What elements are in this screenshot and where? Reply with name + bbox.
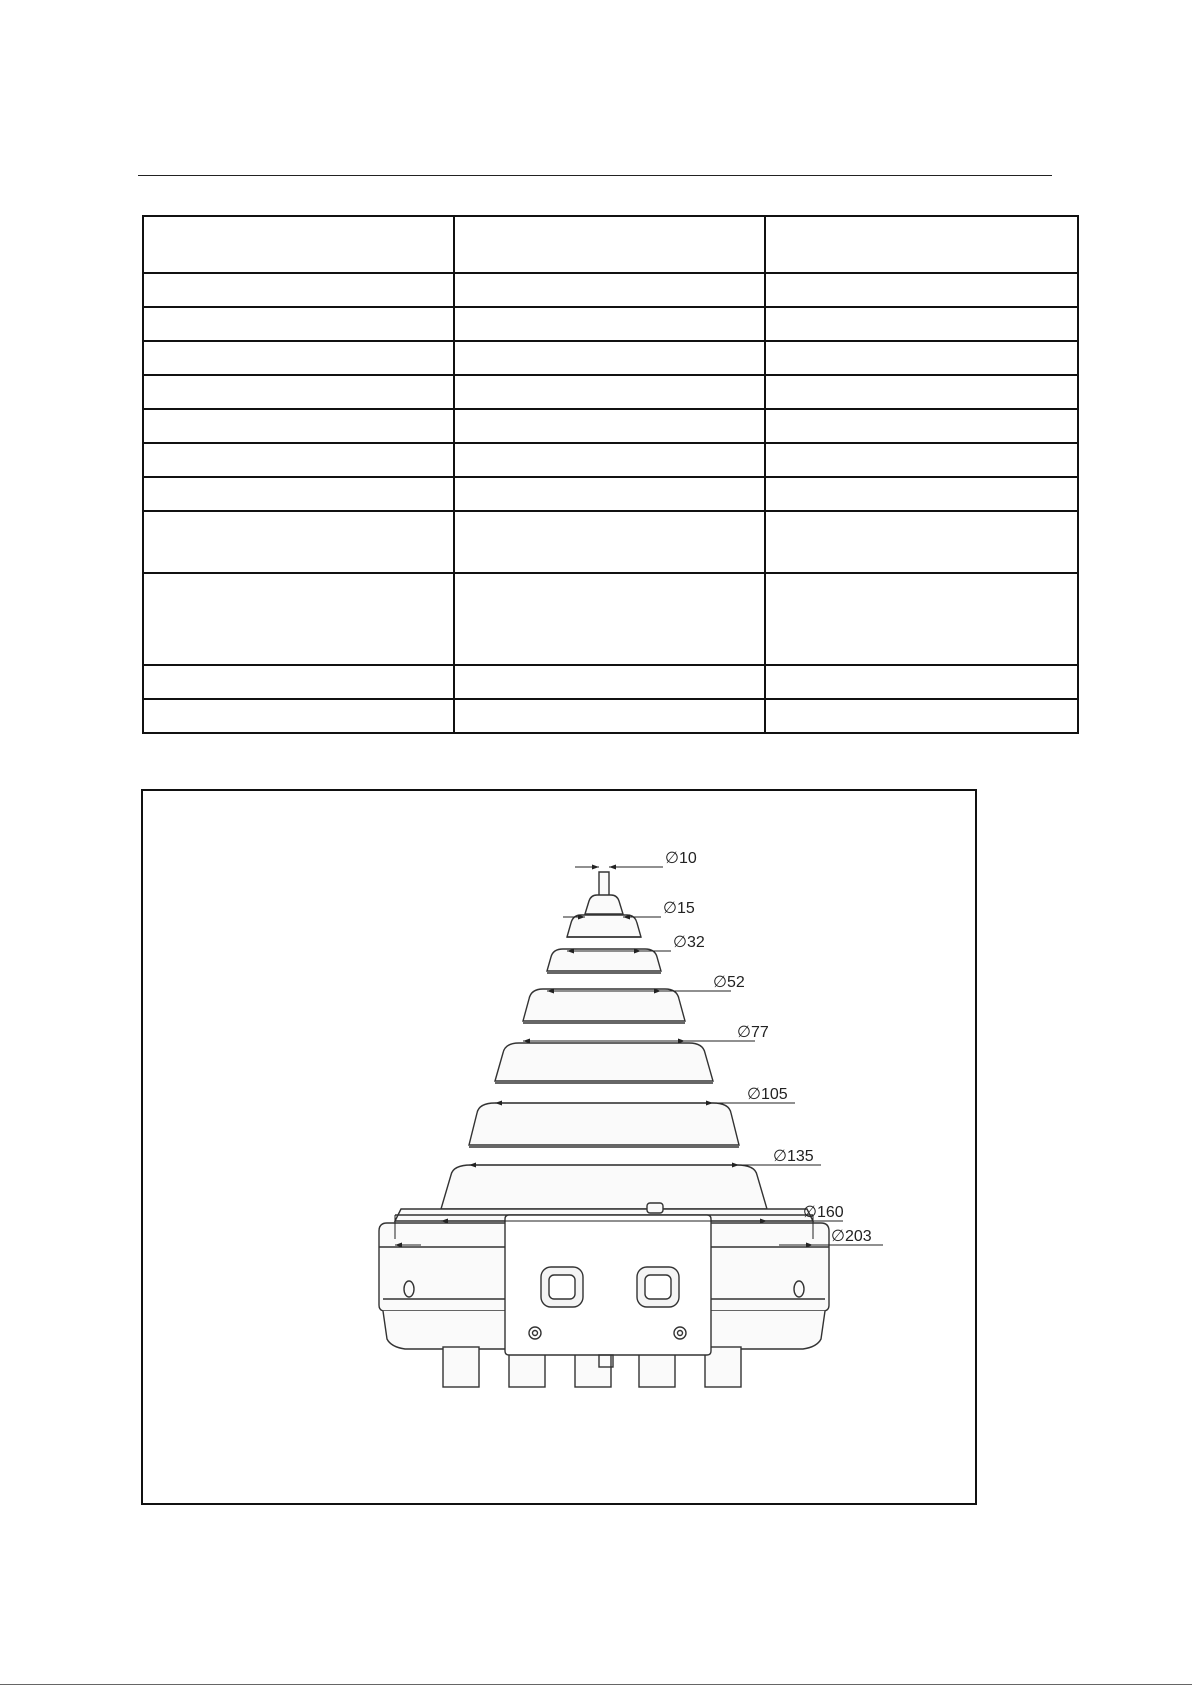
table-cell bbox=[765, 216, 1078, 273]
diameter-label-105: 105 bbox=[760, 1086, 788, 1103]
table-cell bbox=[765, 375, 1078, 409]
diameter-label-15: 15 bbox=[676, 900, 695, 917]
table-row bbox=[143, 511, 1078, 573]
table-cell bbox=[143, 477, 454, 511]
table-cell bbox=[143, 443, 454, 477]
table-row bbox=[143, 699, 1078, 733]
table-header-row bbox=[143, 216, 1078, 273]
table-cell bbox=[143, 511, 454, 573]
table-cell bbox=[454, 443, 765, 477]
diameter-symbol: ∅ bbox=[803, 1204, 817, 1221]
table-cell bbox=[454, 573, 765, 665]
svg-text:∅160 bbox=[803, 1204, 844, 1221]
svg-text:∅77 bbox=[737, 1024, 769, 1041]
technical-drawing bbox=[143, 791, 979, 1507]
table-row bbox=[143, 409, 1078, 443]
table-cell bbox=[143, 307, 454, 341]
diameter-symbol: ∅ bbox=[737, 1024, 751, 1041]
table-cell bbox=[765, 665, 1078, 699]
table-cell bbox=[454, 307, 765, 341]
diameter-label-10: 10 bbox=[678, 850, 697, 867]
table-cell bbox=[454, 375, 765, 409]
spec-table bbox=[142, 215, 1079, 734]
table-cell bbox=[765, 573, 1078, 665]
diameter-symbol: ∅ bbox=[747, 1086, 761, 1103]
technical-drawing-frame bbox=[141, 789, 977, 1505]
table-cell bbox=[454, 273, 765, 307]
table-row bbox=[143, 477, 1078, 511]
diameter-label-52: 52 bbox=[726, 974, 745, 991]
table-row bbox=[143, 573, 1078, 665]
table-row bbox=[143, 307, 1078, 341]
svg-text:∅135 bbox=[773, 1148, 814, 1165]
table-cell bbox=[143, 573, 454, 665]
table-cell bbox=[765, 511, 1078, 573]
table-row bbox=[143, 375, 1078, 409]
table-row bbox=[143, 273, 1078, 307]
table-cell bbox=[454, 699, 765, 733]
diameter-symbol: ∅ bbox=[773, 1148, 787, 1165]
table-row bbox=[143, 665, 1078, 699]
table-cell bbox=[143, 665, 454, 699]
table-cell bbox=[143, 409, 454, 443]
table-cell bbox=[454, 477, 765, 511]
diameter-symbol: ∅ bbox=[713, 974, 727, 991]
diameter-symbol: ∅ bbox=[831, 1228, 845, 1245]
diameter-symbol: ∅ bbox=[673, 934, 687, 951]
svg-text:∅203 bbox=[831, 1228, 872, 1245]
diameter-symbol: ∅ bbox=[665, 850, 679, 867]
device-outline bbox=[379, 872, 829, 1387]
table-row bbox=[143, 341, 1078, 375]
svg-text:∅52 bbox=[713, 974, 745, 991]
svg-text:∅10 bbox=[665, 850, 697, 867]
table-cell bbox=[454, 341, 765, 375]
table-cell bbox=[765, 477, 1078, 511]
table-cell bbox=[143, 273, 454, 307]
table-cell bbox=[454, 665, 765, 699]
svg-text:∅105 bbox=[747, 1086, 788, 1103]
table-cell bbox=[143, 375, 454, 409]
svg-text:∅15 bbox=[663, 900, 695, 917]
diameter-label-203: 203 bbox=[844, 1228, 872, 1245]
table-cell bbox=[765, 341, 1078, 375]
table-cell bbox=[765, 409, 1078, 443]
table-row bbox=[143, 443, 1078, 477]
diameter-label-135: 135 bbox=[786, 1148, 814, 1165]
table-cell bbox=[454, 511, 765, 573]
table-cell bbox=[454, 216, 765, 273]
header-rule bbox=[138, 175, 1052, 176]
table-cell bbox=[454, 409, 765, 443]
diameter-symbol: ∅ bbox=[663, 900, 677, 917]
table-cell bbox=[143, 341, 454, 375]
table-cell bbox=[765, 443, 1078, 477]
table-cell bbox=[765, 273, 1078, 307]
diameter-label-32: 32 bbox=[686, 934, 705, 951]
diameter-label-160: 160 bbox=[816, 1204, 844, 1221]
table-cell bbox=[765, 307, 1078, 341]
table-cell bbox=[143, 699, 454, 733]
table-cell bbox=[143, 216, 454, 273]
diameter-label-77: 77 bbox=[750, 1024, 769, 1041]
table-cell bbox=[765, 699, 1078, 733]
svg-text:∅32 bbox=[673, 934, 705, 951]
